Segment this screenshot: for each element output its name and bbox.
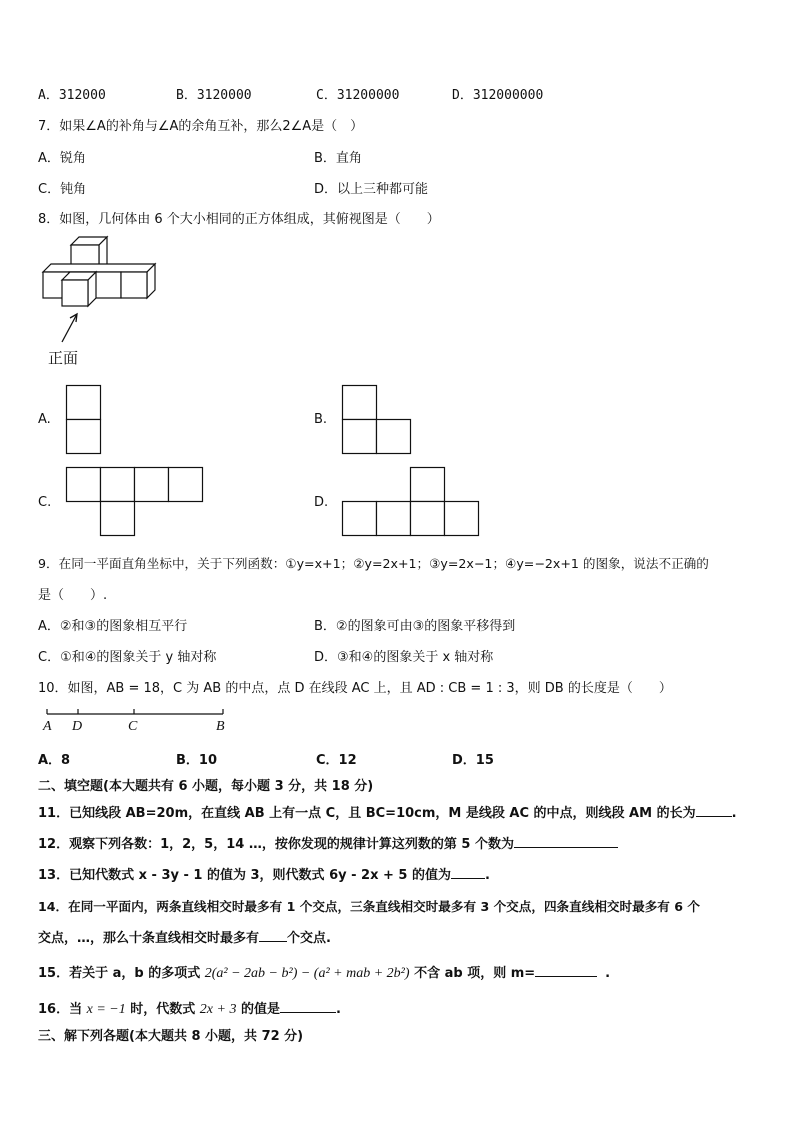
cube-figure (40, 234, 165, 344)
q15-post: 不含 ab 项，则 m= (409, 966, 536, 981)
q9-option-a: A．②和③的图象相互平行 (38, 619, 188, 634)
q16-cond: x = −1 (86, 1002, 126, 1017)
q12-blank[interactable] (514, 835, 618, 848)
q14-line1: 14．在同一平面内，两条直线相交时最多有 1 个交点，三条直线相交时最多有 3 个交点，四条直线相交时最多有 6 个 (38, 899, 701, 914)
point-d-label: D (72, 719, 83, 734)
q13 (38, 864, 490, 883)
q11-blank[interactable] (696, 804, 732, 817)
q11-text: 11．已知线段 AB=20m，在直线 AB 上有一点 C，且 BC=10cm，M 是线段 AC 的中点，则线段 AM 的长为 (38, 806, 696, 821)
q16-post: 的值是 (236, 1002, 280, 1017)
point-a-label: A (43, 719, 52, 734)
section-2-heading: 二、填空题(本大题共有 6 小题，每小题 3 分，共 18 分) (38, 779, 374, 794)
q9-stem-line1: 9．在同一平面直角坐标中，关于下列函数：①y=x+1；②y=2x+1；③y=2x−1；④y=−2x+1 的图象，说法不正确的 (38, 556, 709, 571)
q13-text: 13．已知代数式 x - 3y - 1 的值为 3，则代数式 6y - 2x + 5 的值为 (38, 868, 451, 883)
q11 (38, 802, 737, 821)
q8-option-d-label: D. (314, 495, 329, 510)
q6-option-c: C．31200000 (316, 88, 400, 103)
q8-option-a-label: A. (38, 412, 51, 427)
q16-expr: 2x + 3 (199, 1002, 237, 1017)
q9-stem-line2: 是（ ）. (38, 588, 108, 603)
q16 (38, 998, 341, 1018)
front-label: 正面 (48, 349, 79, 367)
q10-stem: 10．如图，AB = 18，C 为 AB 的中点，点 D 在线段 AC 上，且 AD : CB = 1 : 3，则 DB 的长度是（ ） (38, 681, 672, 696)
section-3-heading: 三、解下列各题(本大题共 8 小题，共 72 分) (38, 1029, 304, 1044)
q13-end: . (485, 868, 490, 883)
q6-option-d: D．312000000 (452, 88, 544, 103)
q10-option-b: B．10 (176, 753, 217, 768)
q13-blank[interactable] (451, 866, 485, 879)
q6-option-b: B．3120000 (176, 88, 252, 103)
q8-option-c-figure (66, 467, 206, 539)
q6-option-a: A．312000 (38, 88, 106, 103)
q7-option-d: D．以上三种都可能 (314, 182, 429, 197)
q8-option-b-figure (342, 385, 414, 455)
q8-stem: 8．如图，几何体由 6 个大小相同的正方体组成，其俯视图是（ ） (38, 212, 440, 227)
q8-option-b-label: B. (314, 412, 328, 427)
q10-option-d: D．15 (452, 753, 494, 768)
q11-end: . (731, 806, 737, 821)
q14-line2b: 个交点. (287, 931, 331, 946)
q7-option-c: C．钝角 (38, 182, 87, 197)
q7-option-a: A．锐角 (38, 151, 86, 166)
q15-blank[interactable] (535, 964, 597, 977)
q14-blank[interactable] (259, 929, 287, 942)
q12-text: 12．观察下列各数：1，2，5，14 …，按你发现的规律计算这列数的第 5 个数为 (38, 837, 514, 852)
q9-option-c: C．①和④的图象关于 y 轴对称 (38, 650, 217, 665)
q14-line2 (38, 927, 331, 946)
q7-option-b: B．直角 (314, 151, 362, 166)
q15 (38, 962, 610, 982)
q7-stem: 7．如果∠A的补角与∠A的余角互补，那么2∠A是（ ） (38, 119, 364, 134)
q8-option-d-figure (342, 467, 482, 539)
q10-option-a: A．8 (38, 753, 71, 768)
q9-option-b: B．②的图象可由③的图象平移得到 (314, 619, 516, 634)
q15-pre: 15．若关于 a，b 的多项式 (38, 966, 205, 981)
point-c-label: C (128, 719, 138, 734)
q8-option-a-figure (66, 385, 102, 455)
front-arrow (62, 314, 77, 342)
q16-blank[interactable] (280, 1000, 336, 1013)
q16-pre: 16．当 (38, 1002, 87, 1017)
q9-option-d: D．③和④的图象关于 x 轴对称 (314, 650, 494, 665)
point-b-label: B (216, 719, 225, 734)
q15-end: . (605, 966, 611, 981)
q14-line2a: 交点，…，那么十条直线相交时最多有 (38, 931, 260, 946)
q10-option-c: C．12 (316, 753, 357, 768)
q8-option-c-label: C. (38, 495, 52, 510)
q16-mid: 时，代数式 (125, 1002, 200, 1017)
q12 (38, 833, 618, 852)
q16-end: . (336, 1002, 341, 1017)
q15-expr: 2(a² − 2ab − b²) − (a² + mab + 2b²) (204, 966, 410, 981)
